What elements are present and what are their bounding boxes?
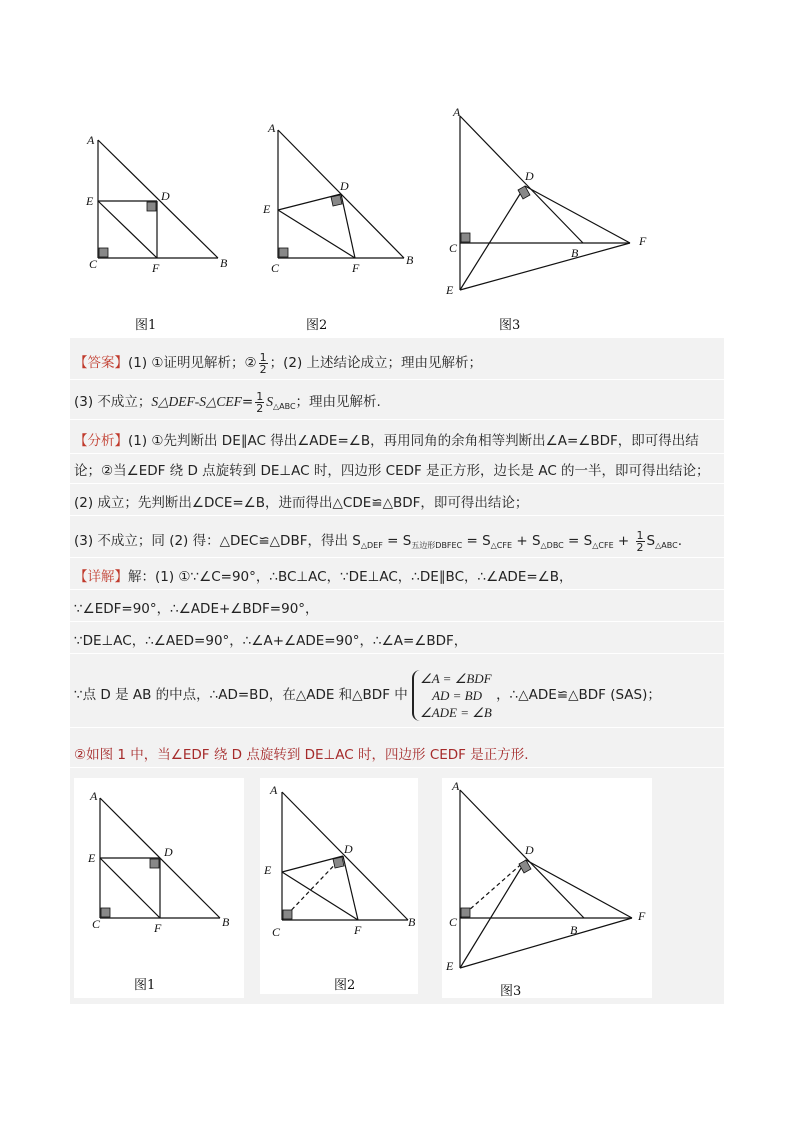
svg-text:E: E: [88, 851, 96, 865]
analysis-line-2: 论；②当∠EDF 绕 D 点旋转到 DE⊥AC 时，四边形 CEDF 是正方形，边长是 AC 的一半，即可得出结论；: [70, 458, 724, 484]
analysis-line-1: 【分析】(1) ①先判断出 DE∥AC 得出∠ADE=∠B，再用同角的余角相等判断出∠A=∠BDF，即可得出结: [70, 428, 724, 454]
top-figure-2: [262, 118, 422, 278]
svg-text:D: D: [344, 842, 353, 856]
analysis-line-3: (2) 成立；先判断出∠DCE=∠B，进而得出△CDE≌△BDF，即可得出结论；: [70, 490, 724, 516]
detail-line-4: ∵点 D 是 AB 的中点，∴AD=BD，在△ADE 和△BDF 中 ∠A = ∠BDF AD = BD ∠ADE = ∠B ，∴△ADE≌△BDF (SAS)；: [70, 662, 724, 728]
analysis-tag: 【分析】: [74, 433, 128, 449]
svg-text:D: D: [164, 845, 173, 859]
label-B: B: [571, 246, 579, 260]
label-A: A: [87, 133, 95, 147]
bottom-figure-3-box: [442, 778, 652, 998]
analysis-line-4: (3) 不成立；同 (2) 得：△DEC≌△DBF，得出 $S_{\triangle DEF} = S_{五边形DBFEC} = S_{\triangle CFE} + S_{\triangle DBC} = S_{\triangle CFE}$ + $\frac{1}{2}$ $S_{\triangle ABC}$.: [70, 524, 724, 558]
svg-text:E: E: [264, 863, 272, 877]
bottom-figure-1-box: [74, 778, 244, 998]
label-B: B: [406, 253, 414, 267]
svg-text:A: A: [270, 783, 278, 797]
label-A: A: [268, 121, 276, 135]
svg-text:A: A: [90, 789, 98, 803]
detail-line-2: ∵∠EDF=90°，∴∠ADE+∠BDF=90°，: [70, 596, 724, 622]
top-figure-1: [84, 130, 234, 280]
label-D: D: [340, 179, 349, 193]
label-C: C: [89, 257, 98, 271]
bottom-figure-1-caption: 图1: [134, 978, 156, 993]
answer-line-2: (3) 不成立；S△DEF-S△CEF= $\frac{1}{2}$ $S_{\triangle ABC}$；理由见解析.: [70, 384, 724, 420]
label-A: A: [453, 105, 461, 119]
bottom-figure-2-caption: 图2: [334, 978, 356, 993]
top-figure-3-caption: 图3: [499, 318, 521, 333]
answer-line-1: 【答案】(1) ①证明见解析；② $\frac{1}{2}$ ；(2) 上述结论成立；理由见解析；: [70, 346, 724, 380]
label-F: F: [152, 261, 160, 275]
label-F: F: [352, 261, 360, 275]
svg-text:F: F: [354, 923, 362, 937]
top-figure-2-caption: 图2: [306, 318, 328, 333]
svg-text:C: C: [92, 917, 101, 931]
svg-text:E: E: [446, 959, 454, 973]
equation-system: ∠A = ∠BDF AD = BD ∠ADE = ∠B: [412, 670, 492, 721]
label-F: F: [639, 234, 647, 248]
bottom-figure-2-box: [260, 778, 418, 994]
answer-tag: 【答案】: [74, 355, 128, 371]
svg-text:C: C: [449, 915, 458, 929]
label-E: E: [263, 202, 271, 216]
label-C: C: [271, 261, 280, 275]
svg-text:B: B: [570, 923, 578, 937]
svg-text:F: F: [638, 909, 646, 923]
svg-text:F: F: [154, 921, 162, 935]
fraction-half: $\frac{1}{2}$: [259, 350, 267, 376]
svg-text:C: C: [272, 925, 281, 939]
svg-text:A: A: [452, 779, 460, 793]
svg-text:B: B: [222, 915, 230, 929]
label-D: D: [161, 189, 170, 203]
label-B: B: [220, 256, 228, 270]
detail-line-3: ∵DE⊥AC，∴∠AED=90°，∴∠A+∠ADE=90°，∴∠A=∠BDF，: [70, 628, 724, 654]
svg-text:B: B: [408, 915, 416, 929]
top-figure-1-caption: 图1: [135, 318, 157, 333]
label-E: E: [86, 194, 94, 208]
detail-line-5: ②如图 1 中，当∠EDF 绕 D 点旋转到 DE⊥AC 时，四边形 CEDF 是正方形.: [70, 742, 724, 768]
detail-tag: 【详解】: [74, 569, 128, 585]
bottom-figure-3-caption: 图3: [500, 984, 522, 999]
label-C: C: [449, 241, 458, 255]
label-D: D: [525, 169, 534, 183]
label-E: E: [446, 283, 454, 297]
solution-panel: [70, 338, 724, 1004]
top-figure-3: [440, 100, 660, 305]
svg-text:D: D: [525, 843, 534, 857]
detail-line-1: 【详解】解：(1) ①∵∠C=90°，∴BC⊥AC，∵DE⊥AC，∴DE∥BC，∴∠ADE=∠B，: [70, 564, 724, 590]
